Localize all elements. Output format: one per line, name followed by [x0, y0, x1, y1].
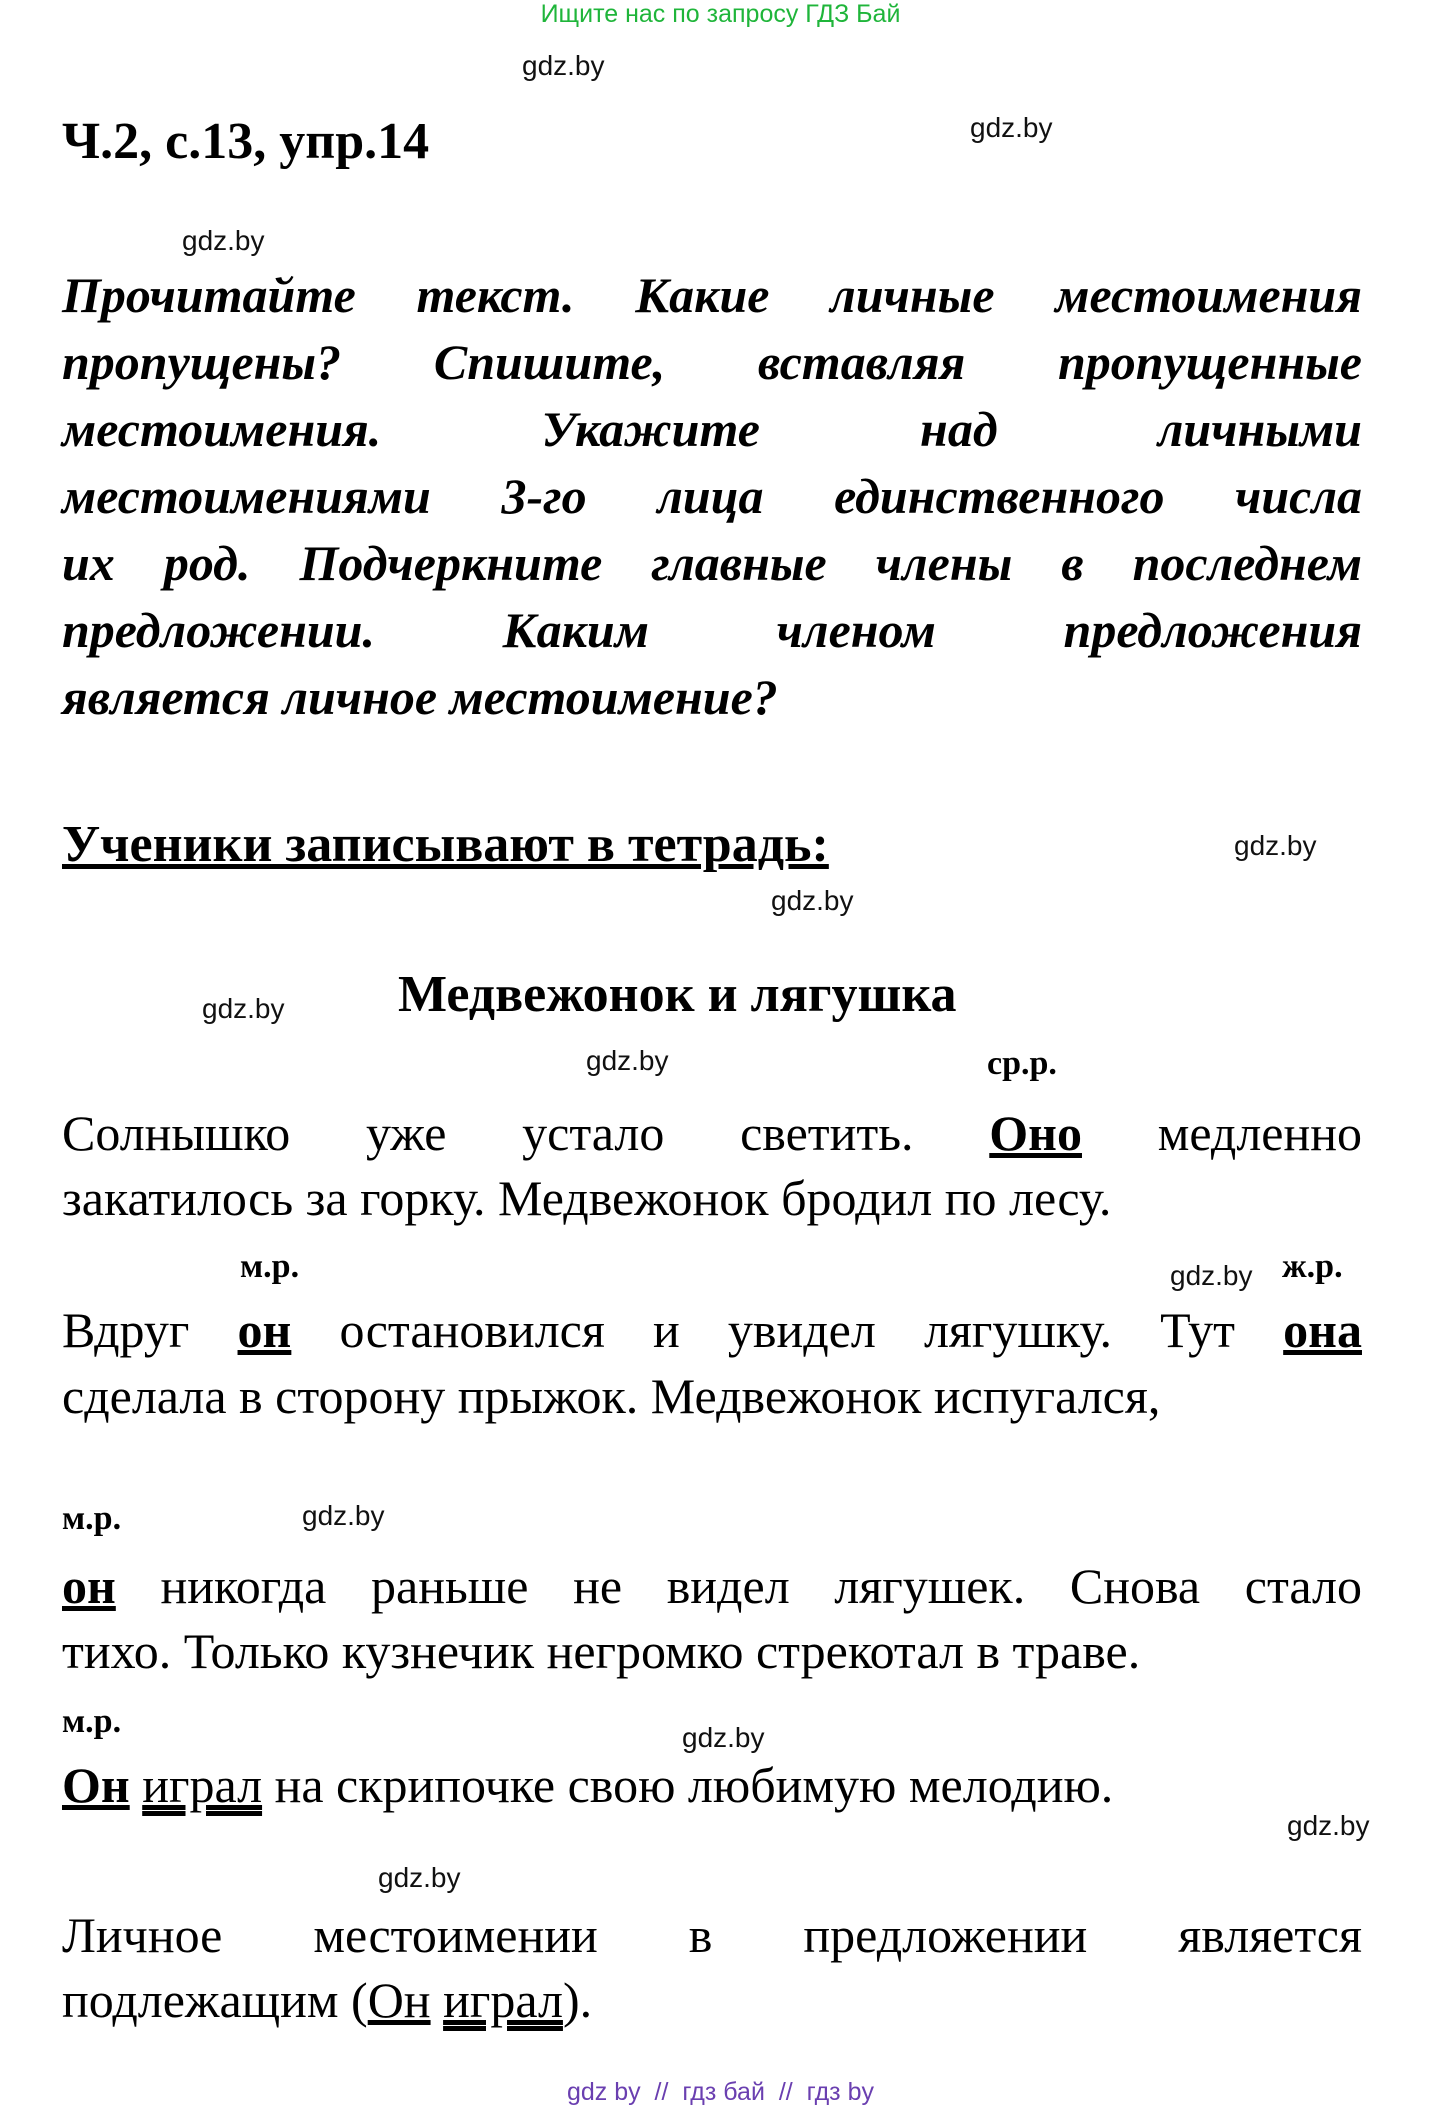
- watermark: gdz.by: [682, 1722, 765, 1753]
- task-line: местоимения. Укажите над личными: [62, 401, 1362, 457]
- top-banner[interactable]: Ищите нас по запросу ГДЗ Бай: [540, 0, 901, 28]
- story-text: на скрипочке свою любимую мелодию.: [262, 1757, 1114, 1813]
- section-subheading: Ученики записывают в тетрадь:: [62, 816, 829, 873]
- conclusion-line: Личное местоимении в предложении является: [62, 1907, 1362, 1963]
- story-text: медленно: [1081, 1105, 1362, 1161]
- gender-mark: м.р.: [62, 1703, 122, 1740]
- watermark: gdz.by: [1170, 1260, 1253, 1291]
- story-text: никогда раньше не видел лягушек. Снова стало: [115, 1558, 1362, 1614]
- subject: Он: [62, 1757, 130, 1813]
- task-line: Прочитайте текст. Какие личные местоимения: [62, 267, 1362, 323]
- watermark: gdz.by: [522, 50, 605, 81]
- watermark: gdz.by: [378, 1862, 461, 1893]
- footer-links[interactable]: gdz by // гдз бай // гдз by: [566, 2078, 874, 2106]
- gender-mark: м.р.: [62, 1500, 122, 1537]
- watermark: gdz.by: [182, 225, 265, 256]
- conclusion-line: [62, 1970, 1362, 2030]
- watermark: gdz.by: [970, 112, 1053, 143]
- watermark: gdz.by: [202, 993, 285, 1024]
- story-line: тихо. Только кузнечик негромко стрекотал в траве.: [62, 1623, 1141, 1679]
- watermark: gdz.by: [1234, 830, 1317, 861]
- predicate: играл: [443, 1972, 563, 2028]
- task-line: пропущены? Спишите, вставляя пропущенные: [62, 334, 1362, 390]
- watermark: gdz.by: [302, 1500, 385, 1531]
- pronoun: она: [1283, 1302, 1362, 1358]
- conclusion-text: подлежащим (: [62, 1972, 368, 2028]
- pronoun: он: [62, 1558, 116, 1614]
- story-line: сделала в сторону прыжок. Медвежонок испугался,: [62, 1368, 1161, 1424]
- pronoun: Оно: [989, 1105, 1082, 1161]
- story-line: [62, 1300, 1362, 1360]
- pronoun: он: [237, 1302, 292, 1358]
- task-line: местоимениями 3-го лица единственного числа: [62, 468, 1362, 524]
- task-line: является личное местоимение?: [62, 669, 778, 725]
- watermark: gdz.by: [1287, 1810, 1370, 1841]
- story-text: остановился и увидел лягушку. Тут: [291, 1302, 1284, 1358]
- watermark: gdz.by: [586, 1045, 669, 1076]
- page-title: Ч.2, с.13, упр.14: [62, 113, 430, 170]
- predicate: играл: [142, 1757, 263, 1813]
- gender-mark: ж.р.: [1282, 1248, 1343, 1285]
- story-title: Медвежонок и лягушка: [398, 966, 957, 1023]
- task-line: их род. Подчеркните главные члены в последнем: [62, 535, 1362, 591]
- subject: Он: [367, 1972, 431, 2028]
- gender-mark: ср.р.: [987, 1045, 1057, 1082]
- story-text: Солнышко уже устало светить.: [62, 1105, 990, 1161]
- story-text: Вдруг: [62, 1302, 238, 1358]
- story-line: [62, 1103, 1362, 1163]
- watermark: gdz.by: [771, 885, 854, 916]
- task-text: [62, 262, 1362, 731]
- story-line: [62, 1556, 1362, 1616]
- story-line: [62, 1755, 1362, 1815]
- story-line: закатилось за горку. Медвежонок бродил по лесу.: [62, 1170, 1112, 1226]
- gender-mark: м.р.: [240, 1248, 300, 1285]
- conclusion-text: ).: [562, 1972, 593, 2028]
- task-line: предложении. Каким членом предложения: [62, 602, 1362, 658]
